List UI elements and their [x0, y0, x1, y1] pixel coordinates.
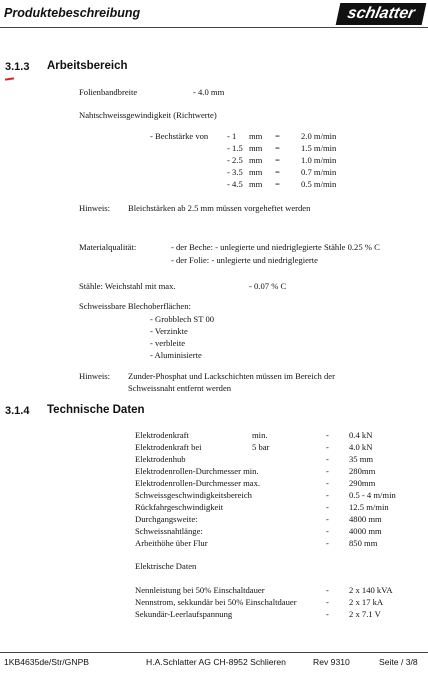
speed-thickness: - 1: [227, 131, 237, 141]
elec-row-value: 2 x 140 kVA: [349, 585, 393, 595]
elec-row-label: Nennstrom, sekkundär bei 50% Einschaltdauer: [135, 597, 297, 607]
tech-row-dash: -: [326, 538, 329, 548]
staehle-value: - 0.07 % C: [249, 281, 287, 291]
hinweis1-label: Hinweis:: [79, 203, 111, 213]
hinweis1-text: Bleichstärken ab 2.5 mm müssen vorgeheftet werden: [128, 203, 311, 213]
tech-row-label: Arbeithöhe über Flur: [135, 538, 208, 548]
tech-row-dash: -: [326, 502, 329, 512]
red-pen-mark: [5, 77, 14, 80]
elec-row-label: Sekundär-Leerlaufspannung: [135, 609, 233, 619]
speed-value: 0.5 m/min: [301, 179, 337, 189]
tech-row-label: Rückfahrgeschwindigkeit: [135, 502, 224, 512]
speed-equals: =: [275, 131, 280, 141]
tech-row-value: 4000 mm: [349, 526, 382, 536]
tech-row-label: Durchgangsweite:: [135, 514, 198, 524]
tech-row-label: Schweissgeschwindigkeitsbereich: [135, 490, 252, 500]
speed-unit: mm: [249, 167, 263, 177]
tech-row-dash: -: [326, 526, 329, 536]
speed-thickness: - 4.5: [227, 179, 243, 189]
footer-doc-id: 1KB4635de/Str/GNPB: [4, 657, 90, 667]
elektrische-daten-label: Elektrische Daten: [135, 561, 197, 571]
tech-row-label: Elektrodenhub: [135, 454, 186, 464]
tech-row-dash: -: [326, 454, 329, 464]
hinweis2-line2: Schweissnaht entfernt werden: [128, 383, 232, 393]
section-title-technische-daten: Technische Daten: [47, 404, 145, 416]
tech-row-value: 290mm: [349, 478, 376, 488]
footer-revision: Rev 9310: [313, 657, 350, 667]
speed-unit: mm: [249, 179, 263, 189]
speed-value: 1.0 m/min: [301, 155, 337, 165]
tech-row-value: 4.0 kN: [349, 442, 373, 452]
tech-row-label: Elektrodenrollen-Durchmesser max.: [135, 478, 261, 488]
tech-row-dash: -: [326, 442, 329, 452]
tech-row-value: 35 mm: [349, 454, 374, 464]
speed-equals: =: [275, 155, 280, 165]
page-header-title: Produktebeschreibung: [4, 6, 141, 20]
bechstaerke-label: - Bechstärke von: [150, 131, 209, 141]
footer-page-number: Seite / 3/8: [379, 657, 418, 667]
speed-equals: =: [275, 167, 280, 177]
elec-row-value: 2 x 7.1 V: [349, 609, 381, 619]
tech-row-dash: -: [326, 430, 329, 440]
tech-row-value: 0.5 - 4 m/min: [349, 490, 396, 500]
oberflaeche-item: - verbleite: [150, 338, 186, 348]
speed-thickness: - 1.5: [227, 143, 243, 153]
nahtschweiss-label: Nahtschweissgewindigkeit (Richtwerte): [79, 110, 217, 120]
hinweis2-line1: Zunder-Phosphat und Lackschichten müssen im Bereich der: [128, 371, 335, 381]
folienbandbreite-label: Folienbandbreite: [79, 87, 138, 97]
section-number-314: 3.1.4: [5, 405, 30, 417]
tech-row-label: Elektrodenrollen-Durchmesser min.: [135, 466, 259, 476]
tech-row-value: 12.5 m/min: [349, 502, 389, 512]
tech-row-value: 0.4 kN: [349, 430, 373, 440]
schlatter-logo: schlatter: [336, 3, 427, 25]
speed-equals: =: [275, 143, 280, 153]
footer-company: H.A.Schlatter AG CH-8952 Schlieren: [146, 657, 286, 667]
tech-row-value: 280mm: [349, 466, 376, 476]
staehle-label: Stähle: Weichstahl mit max.: [79, 281, 176, 291]
speed-value: 0.7 m/min: [301, 167, 337, 177]
tech-row-condition: min.: [252, 430, 268, 440]
elec-row-label: Nennleistung bei 50% Einschaltdauer: [135, 585, 265, 595]
tech-row-dash: -: [326, 466, 329, 476]
footer-rule: [0, 652, 428, 653]
materialqualitaet-label: Materialqualität:: [79, 242, 137, 252]
speed-unit: mm: [249, 143, 263, 153]
material-line-beche: - der Beche: - unlegierte und niedriglegierte Stähle 0.25 % C: [171, 242, 380, 252]
oberflaeche-item: - Aluminisierte: [150, 350, 202, 360]
speed-equals: =: [275, 179, 280, 189]
elec-row-dash: -: [326, 609, 329, 619]
speed-unit: mm: [249, 131, 263, 141]
tech-row-condition: 5 bar: [252, 442, 270, 452]
speed-thickness: - 2.5: [227, 155, 243, 165]
section-title-arbeitsbereich: Arbeitsbereich: [47, 60, 128, 72]
speed-unit: mm: [249, 155, 263, 165]
tech-row-label: Elektrodenkraft: [135, 430, 189, 440]
hinweis2-label: Hinweis:: [79, 371, 111, 381]
tech-row-label: Schweissnahtlänge:: [135, 526, 203, 536]
elec-row-dash: -: [326, 597, 329, 607]
tech-row-dash: -: [326, 478, 329, 488]
elec-row-value: 2 x 17 kA: [349, 597, 384, 607]
tech-row-dash: -: [326, 514, 329, 524]
blechoberflaechen-label: Schweissbare Blechoberflächen:: [79, 301, 191, 311]
speed-thickness: - 3.5: [227, 167, 243, 177]
oberflaeche-item: - Verzinkte: [150, 326, 188, 336]
tech-row-label: Elektrodenkraft bei: [135, 442, 202, 452]
tech-row-dash: -: [326, 490, 329, 500]
material-line-folie: - der Folie: - unlegierte und niedriglegierte: [171, 255, 318, 265]
tech-row-value: 4800 mm: [349, 514, 382, 524]
speed-value: 2.0 m/min: [301, 131, 337, 141]
tech-row-value: 850 mm: [349, 538, 378, 548]
oberflaeche-item: - Grobblech ST 00: [150, 314, 215, 324]
folienbandbreite-value: - 4.0 mm: [193, 87, 225, 97]
section-number-313: 3.1.3: [5, 61, 30, 73]
elec-row-dash: -: [326, 585, 329, 595]
speed-value: 1.5 m/min: [301, 143, 337, 153]
header-rule: [0, 27, 428, 28]
